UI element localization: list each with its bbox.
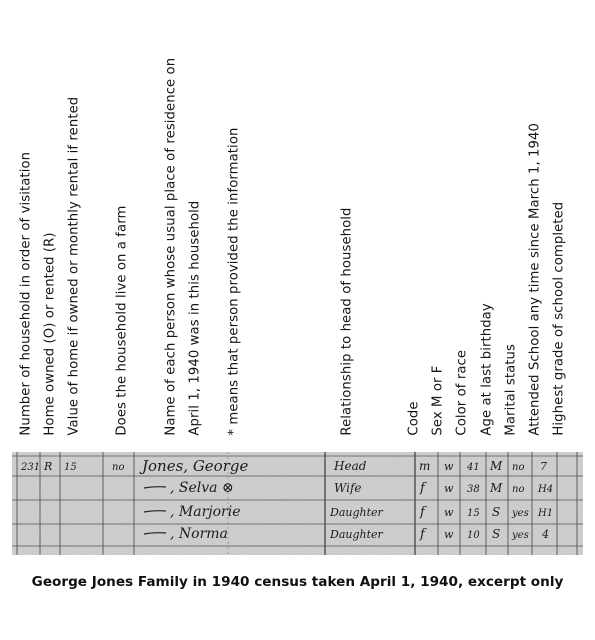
cell-relationship: Daughter	[330, 506, 383, 519]
cell-school: yes	[512, 530, 529, 541]
census-scan-excerpt	[12, 452, 583, 555]
header-informant: * means that person provided the information	[226, 127, 242, 436]
cell-age: 15	[467, 508, 480, 519]
header-race: Color of race	[454, 349, 470, 436]
cell-school: yes	[512, 508, 529, 519]
header-school: Attended School any time since March 1, 1940	[527, 122, 543, 436]
header-farm: Does the household live on a farm	[114, 205, 130, 436]
cell-relationship: Head	[334, 459, 367, 473]
header-home-value: Value of home if owned or monthly rental if rented	[66, 96, 82, 436]
cell-school: no	[512, 484, 525, 495]
cell-race: w	[444, 506, 454, 519]
cell-name: , Marjorie	[170, 504, 241, 520]
header-relationship: Relationship to head of household	[339, 207, 355, 436]
header-name-line1: Name of each person whose usual place of residence on	[163, 57, 179, 436]
cell-sex: f	[420, 481, 425, 496]
cell-sex: f	[420, 527, 425, 542]
cell-grade: 7	[540, 460, 547, 473]
cell-owned: R	[44, 460, 53, 473]
cell-marital: S	[492, 527, 501, 541]
cell-marital: M	[490, 459, 503, 473]
cell-grade: H4	[538, 484, 554, 495]
cell-grade: 4	[542, 528, 549, 541]
cell-sex: m	[419, 459, 431, 473]
cell-marital: S	[492, 505, 501, 519]
cell-name: Jones, George	[142, 457, 249, 475]
header-grade: Highest grade of school completed	[551, 201, 567, 436]
cell-age: 38	[467, 484, 480, 495]
cell-marital: M	[490, 481, 503, 495]
header-marital: Marital status	[503, 343, 519, 436]
header-sex: Sex M or F	[430, 365, 446, 436]
cell-grade: H1	[538, 508, 554, 519]
header-name-line2: April 1, 1940 was in this household	[187, 200, 203, 436]
cell-name: , Norma	[170, 526, 228, 542]
cell-farm: no	[112, 462, 125, 473]
cell-race: w	[444, 528, 454, 541]
cell-sex: f	[420, 505, 425, 520]
cell-household: 231	[21, 462, 41, 473]
cell-relationship: Wife	[334, 481, 362, 495]
cell-age: 10	[467, 530, 480, 541]
cell-race: w	[444, 482, 454, 495]
header-home-owned: Home owned (O) or rented (R)	[42, 232, 58, 436]
cell-race: w	[444, 460, 454, 473]
cell-relationship: Daughter	[330, 528, 383, 541]
figure-caption: George Jones Family in 1940 census taken April 1, 1940, excerpt only	[31, 574, 564, 590]
cell-value: 15	[64, 462, 77, 473]
header-code: Code	[406, 401, 422, 436]
cell-school: no	[512, 462, 525, 473]
cell-name: , Selva ⊗	[170, 480, 234, 496]
cell-age: 41	[467, 462, 480, 473]
header-age: Age at last birthday	[479, 303, 495, 436]
header-household-number: Number of household in order of visitation	[18, 151, 34, 436]
